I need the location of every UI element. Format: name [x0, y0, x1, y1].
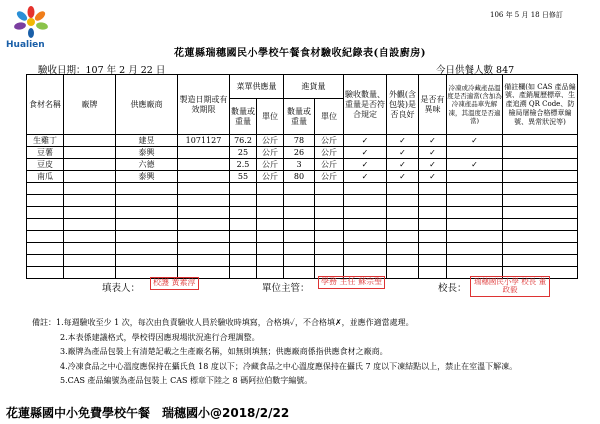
- header-ordered-qty: 數量或重量: [230, 99, 257, 135]
- cell-incoming: [284, 183, 315, 195]
- cell-ordered: 25: [230, 147, 257, 159]
- cell-check: [344, 219, 387, 231]
- cell-remarks: [503, 135, 578, 147]
- cell-remarks: [503, 243, 578, 255]
- cell-remarks: [503, 171, 578, 183]
- cell-ounit: [257, 207, 284, 219]
- inspection-date: 驗收日期：107 年 2 月 22 日: [38, 65, 166, 76]
- header-odor: 是否有異味: [419, 75, 447, 135]
- meal-count-value: 847: [496, 65, 515, 76]
- cell-brand: [64, 183, 116, 195]
- cell-appearance: [387, 219, 419, 231]
- header-ordered-unit: 單位: [257, 99, 284, 135]
- cell-check: [344, 231, 387, 243]
- cell-ordered: [230, 195, 257, 207]
- cell-odor: [419, 243, 447, 255]
- header-incoming: 進貨量: [284, 75, 344, 99]
- cell-supplier: [116, 255, 178, 267]
- inspection-table: [26, 74, 578, 279]
- table-row: [27, 231, 578, 243]
- cell-remarks: [503, 219, 578, 231]
- cell-incoming: 26: [284, 147, 315, 159]
- header-ordered: 菜單供應量: [230, 75, 284, 99]
- note-line: 3.廠牌為產品包裝上有清楚記載之生產廠名稱，如無則填無；供應廠商係指供應食材之廠商。: [60, 347, 388, 356]
- cell-cold: [447, 243, 503, 255]
- cell-odor: ✓: [419, 159, 447, 171]
- cell-appearance: [387, 231, 419, 243]
- unit-head-stamp: 學務 主任 蘇宗聖: [318, 276, 385, 289]
- cell-remarks: [503, 183, 578, 195]
- header-supplier: 供應廠商: [116, 75, 178, 135]
- header-cold: 冷凍或冷藏產品溫度是否適當(含加為冷凍產品車先解凍，其溫度是否適當): [447, 75, 503, 135]
- cell-ounit: [257, 183, 284, 195]
- cell-incoming: [284, 255, 315, 267]
- cell-check: ✓: [344, 147, 387, 159]
- cell-expiry: [178, 159, 230, 171]
- unit-head-label: 單位主管：: [262, 283, 310, 294]
- cell-supplier: [116, 231, 178, 243]
- cell-ounit: 公斤: [257, 147, 284, 159]
- cell-remarks: [503, 231, 578, 243]
- cell-ordered: 2.5: [230, 159, 257, 171]
- cell-ordered: [230, 219, 257, 231]
- cell-supplier: [116, 183, 178, 195]
- cell-incoming: 3: [284, 159, 315, 171]
- cell-odor: [419, 267, 447, 279]
- principal-label: 校長：: [438, 283, 467, 294]
- cell-name: [27, 183, 64, 195]
- cell-incoming: [284, 207, 315, 219]
- cell-brand: [64, 255, 116, 267]
- cell-supplier: 泰興: [116, 171, 178, 183]
- cell-ordered: [230, 183, 257, 195]
- cell-odor: ✓: [419, 171, 447, 183]
- cell-ordered: [230, 255, 257, 267]
- table-body: [27, 135, 578, 279]
- cell-remarks: [503, 207, 578, 219]
- cell-incoming: [284, 195, 315, 207]
- cell-odor: [419, 231, 447, 243]
- cell-supplier: [116, 207, 178, 219]
- note-line: 2.本表係建議格式，學校得因應現場狀況進行合理調整。: [60, 332, 260, 342]
- cell-ounit: [257, 219, 284, 231]
- table-row: [27, 135, 578, 147]
- cell-iunit: [315, 243, 344, 255]
- cell-name: [27, 255, 64, 267]
- cell-ordered: [230, 207, 257, 219]
- cell-odor: [419, 219, 447, 231]
- cell-brand: [64, 219, 116, 231]
- cell-appearance: ✓: [387, 147, 419, 159]
- cell-cold: [447, 255, 503, 267]
- cell-expiry: [178, 147, 230, 159]
- cell-brand: [64, 147, 116, 159]
- cell-supplier: [116, 243, 178, 255]
- logo-text: Hualien: [6, 40, 45, 50]
- cell-brand: [64, 207, 116, 219]
- cell-cold: [447, 195, 503, 207]
- cell-supplier: 泰興: [116, 147, 178, 159]
- cell-name: [27, 207, 64, 219]
- cell-supplier: [116, 219, 178, 231]
- cell-check: [344, 183, 387, 195]
- cell-appearance: [387, 195, 419, 207]
- cell-iunit: [315, 207, 344, 219]
- cell-ounit: 公斤: [257, 171, 284, 183]
- cell-brand: [64, 171, 116, 183]
- header-appearance: 外觀(含包裝)是否良好: [387, 75, 419, 135]
- cell-brand: [64, 195, 116, 207]
- cell-ordered: [230, 243, 257, 255]
- note-line: 4.冷凍食品之中心溫度應保持在攝氏負 18 度以下；冷藏食品之中心溫度應保持在攝氏 7 度以下凍結點以上，禁止在室溫下解凍。: [60, 361, 518, 371]
- table-row: [27, 171, 578, 183]
- meal-count-label: 今日供餐人數: [436, 65, 494, 76]
- cell-iunit: 公斤: [315, 147, 344, 159]
- photo-caption: 花蓮縣國中小免費學校午餐 瑞穗國小@2018/2/22: [6, 406, 290, 420]
- table-row: [27, 195, 578, 207]
- cell-odor: [419, 183, 447, 195]
- cell-check: ✓: [344, 135, 387, 147]
- cell-ordered: 55: [230, 171, 257, 183]
- cell-ounit: [257, 255, 284, 267]
- cell-odor: [419, 255, 447, 267]
- cell-appearance: ✓: [387, 135, 419, 147]
- table-row: [27, 255, 578, 267]
- cell-incoming: [284, 243, 315, 255]
- cell-expiry: [178, 207, 230, 219]
- cell-appearance: ✓: [387, 171, 419, 183]
- cell-check: [344, 243, 387, 255]
- cell-iunit: 公斤: [315, 135, 344, 147]
- cell-remarks: [503, 195, 578, 207]
- cell-supplier: [116, 195, 178, 207]
- cell-iunit: [315, 219, 344, 231]
- cell-appearance: [387, 267, 419, 279]
- cell-incoming: [284, 219, 315, 231]
- cell-incoming: [284, 267, 315, 279]
- principal-stamp: 瑞穗國民小學 校長 董政毅: [470, 276, 550, 297]
- cell-brand: [64, 231, 116, 243]
- cell-incoming: [284, 231, 315, 243]
- cell-ounit: [257, 267, 284, 279]
- cell-incoming: 80: [284, 171, 315, 183]
- cell-odor: [419, 195, 447, 207]
- cell-cold: ✓: [447, 159, 503, 171]
- page-title: 花蓮縣瑞穗國民小學校午餐食材驗收紀錄表(自設廚房): [174, 48, 426, 59]
- cell-ounit: [257, 243, 284, 255]
- cell-brand: [64, 135, 116, 147]
- cell-expiry: [178, 183, 230, 195]
- cell-odor: ✓: [419, 135, 447, 147]
- note-line: 5.CAS 產品編號為產品包裝上 CAS 標章下陸之 8 碼阿拉伯數字編號。: [60, 376, 313, 385]
- cell-odor: [419, 207, 447, 219]
- filler-stamp: 校護 黃素淳: [150, 277, 199, 290]
- cell-iunit: [315, 231, 344, 243]
- note-line: 備註：1.每週驗收至少 1 次，每次由負責驗收人員於驗收時填寫，合格填✓，不合格填✗，並應作適當處理。: [32, 318, 414, 327]
- cell-name: 南瓜: [27, 171, 64, 183]
- cell-cold: ✓: [447, 135, 503, 147]
- cell-expiry: [178, 243, 230, 255]
- cell-appearance: [387, 243, 419, 255]
- table-row: [27, 219, 578, 231]
- cell-iunit: [315, 255, 344, 267]
- cell-cold: [447, 207, 503, 219]
- cell-cold: [447, 171, 503, 183]
- header-remarks: 備註欄(如 CAS 產品編號、產銷履歷標章、生產追溯 QR Code、防檢局屠檢合格標章編號、異常狀況等): [503, 75, 578, 135]
- cell-ounit: 公斤: [257, 159, 284, 171]
- header-check: 驗收數量、重量是否符合規定: [344, 75, 387, 135]
- cell-expiry: [178, 171, 230, 183]
- cell-cold: [447, 147, 503, 159]
- cell-expiry: 1071127: [178, 135, 230, 147]
- cell-expiry: [178, 231, 230, 243]
- cell-iunit: [315, 183, 344, 195]
- cell-appearance: [387, 183, 419, 195]
- cell-remarks: [503, 147, 578, 159]
- header-brand: 廠牌: [64, 75, 116, 135]
- cell-check: ✓: [344, 171, 387, 183]
- notes: [32, 316, 580, 389]
- cell-name: 生雞丁: [27, 135, 64, 147]
- cell-appearance: [387, 255, 419, 267]
- cell-brand: [64, 159, 116, 171]
- cell-appearance: ✓: [387, 159, 419, 171]
- header-expiry: 製造日期或有效期限: [178, 75, 230, 135]
- table-row: [27, 159, 578, 171]
- cell-expiry: [178, 195, 230, 207]
- cell-ounit: [257, 231, 284, 243]
- cell-name: [27, 195, 64, 207]
- cell-check: [344, 255, 387, 267]
- cell-odor: ✓: [419, 147, 447, 159]
- cell-remarks: [503, 159, 578, 171]
- cell-incoming: 78: [284, 135, 315, 147]
- cell-brand: [64, 267, 116, 279]
- cell-name: [27, 267, 64, 279]
- table-row: [27, 183, 578, 195]
- cell-cold: [447, 183, 503, 195]
- cell-name: [27, 231, 64, 243]
- cell-ounit: [257, 195, 284, 207]
- cell-expiry: [178, 219, 230, 231]
- cell-appearance: [387, 207, 419, 219]
- cell-ordered: [230, 267, 257, 279]
- cell-cold: [447, 219, 503, 231]
- cell-supplier: 建昱: [116, 135, 178, 147]
- cell-remarks: [503, 255, 578, 267]
- cell-iunit: 公斤: [315, 159, 344, 171]
- header-ingredient: 食材名稱: [27, 75, 64, 135]
- cell-name: 豆皮: [27, 159, 64, 171]
- table-row: [27, 243, 578, 255]
- revision-date: 106 年 5 月 18 日修訂: [490, 11, 563, 19]
- cell-check: [344, 195, 387, 207]
- cell-check: [344, 207, 387, 219]
- cell-iunit: 公斤: [315, 171, 344, 183]
- cell-check: ✓: [344, 159, 387, 171]
- cell-ordered: 76.2: [230, 135, 257, 147]
- cell-cold: [447, 231, 503, 243]
- cell-brand: [64, 243, 116, 255]
- table-row: [27, 147, 578, 159]
- cell-name: [27, 243, 64, 255]
- table-row: [27, 207, 578, 219]
- header-incoming-unit: 單位: [315, 99, 344, 135]
- cell-expiry: [178, 255, 230, 267]
- cell-iunit: [315, 195, 344, 207]
- cell-ounit: 公斤: [257, 135, 284, 147]
- cell-supplier: 六德: [116, 159, 178, 171]
- header-incoming-qty: 數量或重量: [284, 99, 315, 135]
- cell-name: 豆薯: [27, 147, 64, 159]
- filler-label: 填表人：: [102, 283, 141, 294]
- cell-ordered: [230, 231, 257, 243]
- cell-name: [27, 219, 64, 231]
